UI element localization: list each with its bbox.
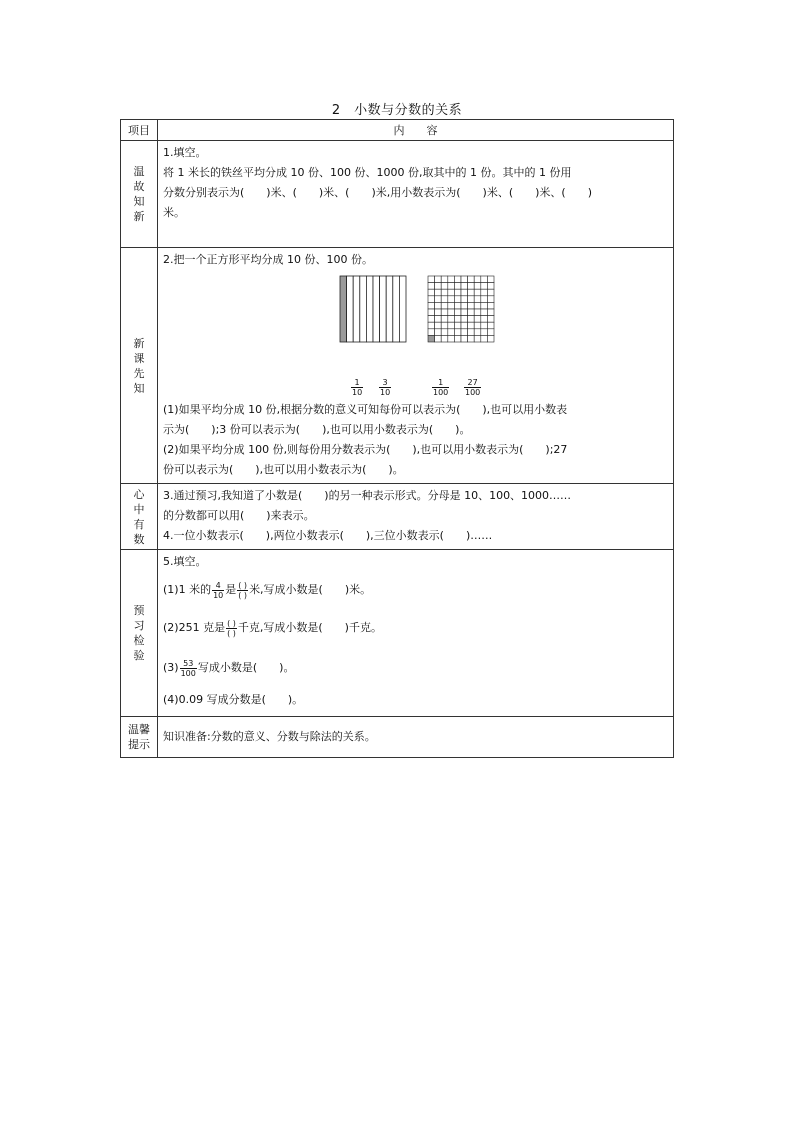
- hundredth-cell: [441, 296, 448, 303]
- hundredth-cell: [461, 309, 468, 316]
- hundredth-cell: [468, 329, 475, 336]
- hundredth-cell: [481, 289, 488, 296]
- q4-line: 4.一位小数表示( ),两位小数表示( ),三位小数表示( )……: [163, 529, 493, 542]
- hundredth-cell: [441, 329, 448, 336]
- row-new-lesson: [121, 248, 674, 484]
- hundredth-cell: [487, 329, 494, 336]
- hundredth-cell: [428, 283, 435, 290]
- q1-line3: 米。: [163, 206, 185, 219]
- hundredth-cell: [487, 322, 494, 329]
- q1-line2: 分数分别表示为( )米、( )米、( )米,用小数表示为( )米、( )米、( ): [163, 186, 592, 199]
- hundredth-cell: [435, 322, 442, 329]
- hundredth-cell: [487, 283, 494, 290]
- hundredth-cell: [428, 302, 435, 309]
- hundredth-cell: [441, 322, 448, 329]
- frac-4-10: $\frac{4}{10}$: [213, 580, 224, 600]
- tenth-strip: [360, 276, 367, 342]
- hundredth-cell: [468, 283, 475, 290]
- hundredth-cell: [441, 302, 448, 309]
- hundredth-cell: [428, 329, 435, 336]
- hundredth-cell: [487, 289, 494, 296]
- hundredth-cell: [441, 289, 448, 296]
- hundredth-cell: [454, 302, 461, 309]
- q5-2: (2)251 克是 $\frac{( )}{( )}$ 千克,写成小数是( )千克。: [163, 618, 382, 638]
- tenth-strip: [393, 276, 400, 342]
- hundredth-cell: [441, 309, 448, 316]
- hundredth-cell: [468, 309, 475, 316]
- frac-3-10: $\frac{3}{10}$: [380, 378, 391, 397]
- q5-title: 5.填空。: [163, 555, 207, 568]
- hundredth-cell: [435, 335, 442, 342]
- tenth-strip: [399, 276, 406, 342]
- hundredth-cell: [487, 309, 494, 316]
- hundredth-cell: [474, 329, 481, 336]
- hundredth-cell: [461, 296, 468, 303]
- hundredth-cell: [428, 316, 435, 323]
- hundredth-cell: [474, 316, 481, 323]
- hundredth-cell: [487, 316, 494, 323]
- hundredth-cell: [441, 316, 448, 323]
- hundredth-cell: [454, 283, 461, 290]
- hundredth-cell: [481, 316, 488, 323]
- hundredth-cell: [481, 296, 488, 303]
- label-tip: 温馨提示: [128, 723, 150, 751]
- hundredth-cell: [481, 283, 488, 290]
- hundredth-cell: [441, 283, 448, 290]
- hundredth-cell: [454, 316, 461, 323]
- row-preview: [121, 550, 674, 717]
- tenth-strip: [347, 276, 354, 342]
- hundredth-cell: [474, 296, 481, 303]
- q1-title: 1.填空。: [163, 146, 207, 159]
- frac-1-100: $\frac{1}{100}$: [433, 378, 449, 397]
- hundredth-cell: [428, 322, 435, 329]
- hundredth-cell: [435, 302, 442, 309]
- hundredth-cell: [454, 335, 461, 342]
- label-preview: 预习检验: [133, 604, 145, 662]
- page-title: 2 小数与分数的关系: [331, 103, 463, 118]
- q3-line2: 的分数都可以用( )来表示。: [163, 509, 315, 522]
- q2-1-line1: (1)如果平均分成 10 份,根据分数的意义可知每份可以表示为( ),也可以用小数表: [163, 403, 568, 416]
- frac-27-100: $\frac{27}{100}$: [465, 378, 481, 397]
- hundredth-cell: [435, 329, 442, 336]
- hundredth-cell: [468, 276, 475, 283]
- hundredth-cell: [461, 329, 468, 336]
- hundredth-cell: [474, 309, 481, 316]
- hundredth-cell: [448, 276, 455, 283]
- hundredth-cell: [448, 309, 455, 316]
- row-tip: [121, 717, 674, 758]
- q2-2-line1: (2)如果平均分成 100 份,则每份用分数表示为( ),也可以用小数表示为( );27: [163, 443, 568, 456]
- hundredth-cell: [487, 296, 494, 303]
- q2-2-line2: 份可以表示为( ),也可以用小数表示为( )。: [163, 463, 404, 476]
- hundredth-cell: [461, 283, 468, 290]
- hundredth-cell: [448, 302, 455, 309]
- tip-text: 知识准备:分数的意义、分数与除法的关系。: [163, 729, 376, 743]
- hundredth-cell: [474, 276, 481, 283]
- hundredth-cell: [454, 329, 461, 336]
- hundredth-cell: [448, 289, 455, 296]
- header-row: [121, 120, 674, 141]
- q2-title: 2.把一个正方形平均分成 10 份、100 份。: [163, 253, 373, 266]
- hundredths-square: [428, 276, 494, 342]
- label-heart: 心中有数: [133, 487, 145, 546]
- frac-1-10: $\frac{1}{10}$: [352, 378, 363, 397]
- row-review: [121, 141, 674, 248]
- hundredth-cell: [441, 335, 448, 342]
- hundredth-cell: [474, 322, 481, 329]
- hundredth-cell: [461, 322, 468, 329]
- row-heart: [121, 484, 674, 550]
- q5-1: (1)1 米的 $\frac{4}{10}$ 是 $\frac{( )}{( )}$ 米,写成小数是( )米。: [163, 580, 372, 600]
- hundredth-cell: [454, 289, 461, 296]
- hundredth-cell: [448, 322, 455, 329]
- hundredth-cell: [481, 322, 488, 329]
- hundredth-cell: [448, 283, 455, 290]
- hundredth-cell: [428, 309, 435, 316]
- q2-1-line2: 示为( );3 份可以表示为( ),也可以用小数表示为( )。: [163, 423, 471, 436]
- hundredth-cell: [468, 296, 475, 303]
- hundredth-cell: [428, 335, 435, 342]
- label-review: 温故知新: [133, 165, 145, 223]
- hundredth-cell: [468, 302, 475, 309]
- hundredth-cell: [461, 289, 468, 296]
- hundredth-cell: [481, 302, 488, 309]
- hundredth-cell: [435, 296, 442, 303]
- tenths-square: [340, 276, 406, 342]
- hundredth-cell: [487, 302, 494, 309]
- lesson-table: [120, 119, 674, 758]
- hundredth-cell: [474, 283, 481, 290]
- hundredth-cell: [454, 276, 461, 283]
- hundredth-cell: [468, 322, 475, 329]
- q5-4: (4)0.09 写成分数是( )。: [163, 693, 304, 706]
- hundredth-cell: [454, 309, 461, 316]
- blank-fraction[interactable]: $\frac{( )}{( )}$: [227, 618, 236, 638]
- header-item: 项目: [121, 120, 158, 141]
- hundredth-cell: [435, 289, 442, 296]
- hundredth-cell: [435, 316, 442, 323]
- square-figures: [163, 270, 669, 400]
- hundredth-cell: [461, 302, 468, 309]
- tenth-strip: [386, 276, 393, 342]
- tenth-strip: [366, 276, 373, 342]
- hundredth-cell: [454, 296, 461, 303]
- hundredth-cell: [461, 316, 468, 323]
- hundredth-cell: [448, 296, 455, 303]
- hundredth-cell: [435, 283, 442, 290]
- hundredth-cell: [481, 276, 488, 283]
- tenth-strip: [353, 276, 360, 342]
- q1-line1: 将 1 米长的铁丝平均分成 10 份、100 份、1000 份,取其中的 1 份。其中的 1 份用: [163, 166, 572, 179]
- hundredth-cell: [481, 335, 488, 342]
- tenth-strip: [340, 276, 347, 342]
- hundredth-cell: [468, 289, 475, 296]
- hundredth-cell: [428, 296, 435, 303]
- header-content: 内 容: [158, 120, 674, 141]
- frac-53-100: $\frac{53}{100}$: [180, 658, 196, 678]
- hundredth-cell: [428, 289, 435, 296]
- hundredth-cell: [481, 309, 488, 316]
- hundredth-cell: [428, 276, 435, 283]
- squares-svg: [163, 270, 703, 378]
- blank-fraction[interactable]: $\frac{( )}{( )}$: [238, 580, 248, 600]
- hundredth-cell: [461, 335, 468, 342]
- hundredth-cell: [435, 309, 442, 316]
- tenth-strip: [373, 276, 380, 342]
- hundredth-cell: [468, 335, 475, 342]
- hundredth-cell: [461, 276, 468, 283]
- label-new-lesson: 新课先知: [133, 336, 145, 395]
- hundredth-cell: [448, 329, 455, 336]
- hundredth-cell: [435, 276, 442, 283]
- hundredth-cell: [474, 302, 481, 309]
- hundredth-cell: [448, 335, 455, 342]
- hundredth-cell: [468, 316, 475, 323]
- q3-line1: 3.通过预习,我知道了小数是( )的另一种表示形式。分母是 10、100、1000……: [163, 489, 572, 502]
- hundredth-cell: [487, 276, 494, 283]
- tenth-strip: [380, 276, 387, 342]
- hundredth-cell: [481, 329, 488, 336]
- q5-3: (3) $\frac{53}{100}$ 写成小数是( )。: [163, 658, 295, 678]
- hundredth-cell: [487, 335, 494, 342]
- hundredth-cell: [448, 316, 455, 323]
- hundredth-cell: [474, 335, 481, 342]
- hundredth-cell: [454, 322, 461, 329]
- hundredth-cell: [441, 276, 448, 283]
- hundredth-cell: [474, 289, 481, 296]
